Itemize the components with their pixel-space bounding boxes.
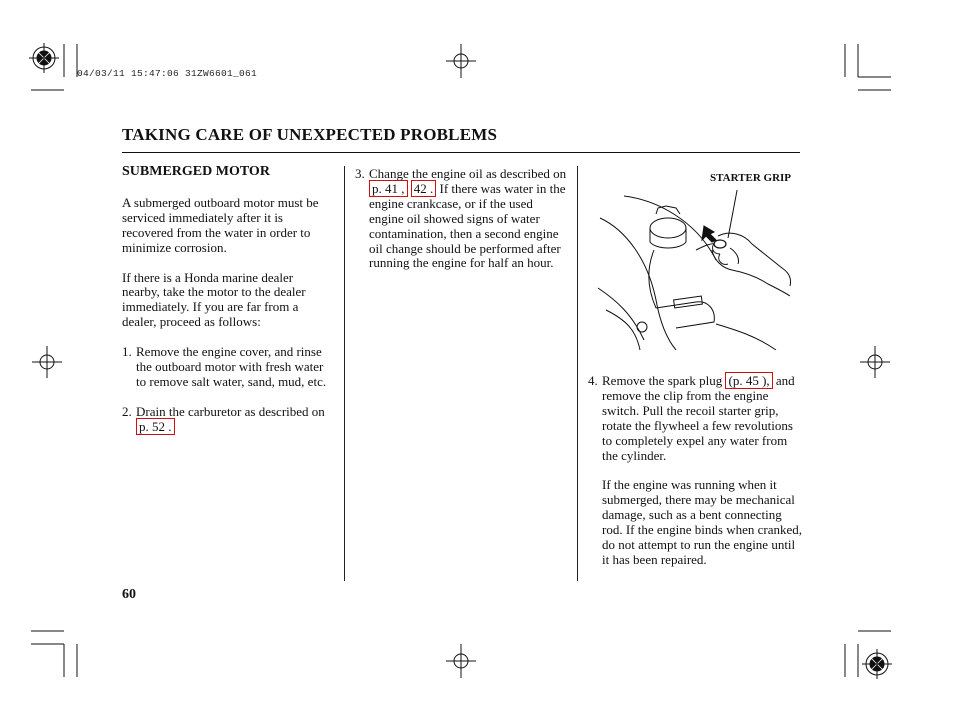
step-3 xyxy=(355,167,569,271)
pull-arrow-icon xyxy=(702,226,716,242)
damage-warning-paragraph: If the engine was running when it submerged, there may be mechanical damage, such as a bent connecting rod. If the engine binds when cranked, do not attempt to run the engine until it has been repaired. xyxy=(602,477,802,567)
page-45-link[interactable]: (p. 45 ), xyxy=(725,372,772,389)
section-title: SUBMERGED MOTOR xyxy=(122,164,270,179)
step-2 xyxy=(122,405,334,435)
intro-paragraph: A submerged outboard motor must be serviced immediately after it is recovered from the water in order to minimize corrosion. xyxy=(122,195,319,255)
step-4 xyxy=(588,374,802,463)
step-1-number: 1. xyxy=(122,344,132,360)
starburst-mark-bottom-right xyxy=(862,649,892,679)
starter-grip-illustration xyxy=(596,190,800,350)
page-42-link[interactable]: 42 . xyxy=(411,180,437,197)
column-2 xyxy=(355,167,569,271)
step-3-text-b: If there was water in the engine crankcase, or if the used engine oil showed signs of water contamination, then a second engine oil change should be performed after running the engine for half an hour. xyxy=(369,180,566,271)
registration-target-top xyxy=(446,44,476,78)
column-1 xyxy=(122,196,334,434)
registration-target-right xyxy=(860,346,890,378)
step-1 xyxy=(122,345,334,390)
step-3-number: 3. xyxy=(355,166,365,181)
registration-target-left xyxy=(32,346,62,378)
step-4-text-a: Remove the spark plug xyxy=(602,373,723,388)
step-2-text: Drain the carburetor as described on xyxy=(136,403,325,419)
figure-label: STARTER GRIP xyxy=(710,172,792,184)
page-title: TAKING CARE OF UNEXPECTED PROBLEMS xyxy=(122,125,498,144)
step-1-text: Remove the engine cover, and rinse the outboard motor with fresh water to remove salt water, sand, mud, etc. xyxy=(136,344,327,389)
print-timestamp: 04/03/11 15:47:06 31ZW6601_061 xyxy=(77,68,258,79)
page-number: 60 xyxy=(122,587,136,602)
page-41-link[interactable]: p. 41 , xyxy=(369,180,408,197)
starburst-mark-top-left xyxy=(29,43,59,73)
page-52-link[interactable]: p. 52 . xyxy=(136,418,175,435)
column-divider-2 xyxy=(577,166,578,581)
step-4-number: 4. xyxy=(588,373,598,388)
step-2-number: 2. xyxy=(122,403,132,419)
registration-target-bottom xyxy=(446,644,476,678)
column-divider-1 xyxy=(344,166,345,581)
step-4-text-b: and remove the clip from the engine switch. Pull the recoil starter grip, rotate the flywheel a few revolutions to completely expel any water from the cylinder. xyxy=(602,373,795,463)
header-divider xyxy=(122,152,800,153)
dealer-paragraph: If there is a Honda marine dealer nearby, take the motor to the dealer immediately. If you are far from a dealer, proceed as follows: xyxy=(122,269,306,330)
column-3 xyxy=(588,374,802,568)
step-3-text-a: Change the engine oil as described on xyxy=(369,166,567,181)
